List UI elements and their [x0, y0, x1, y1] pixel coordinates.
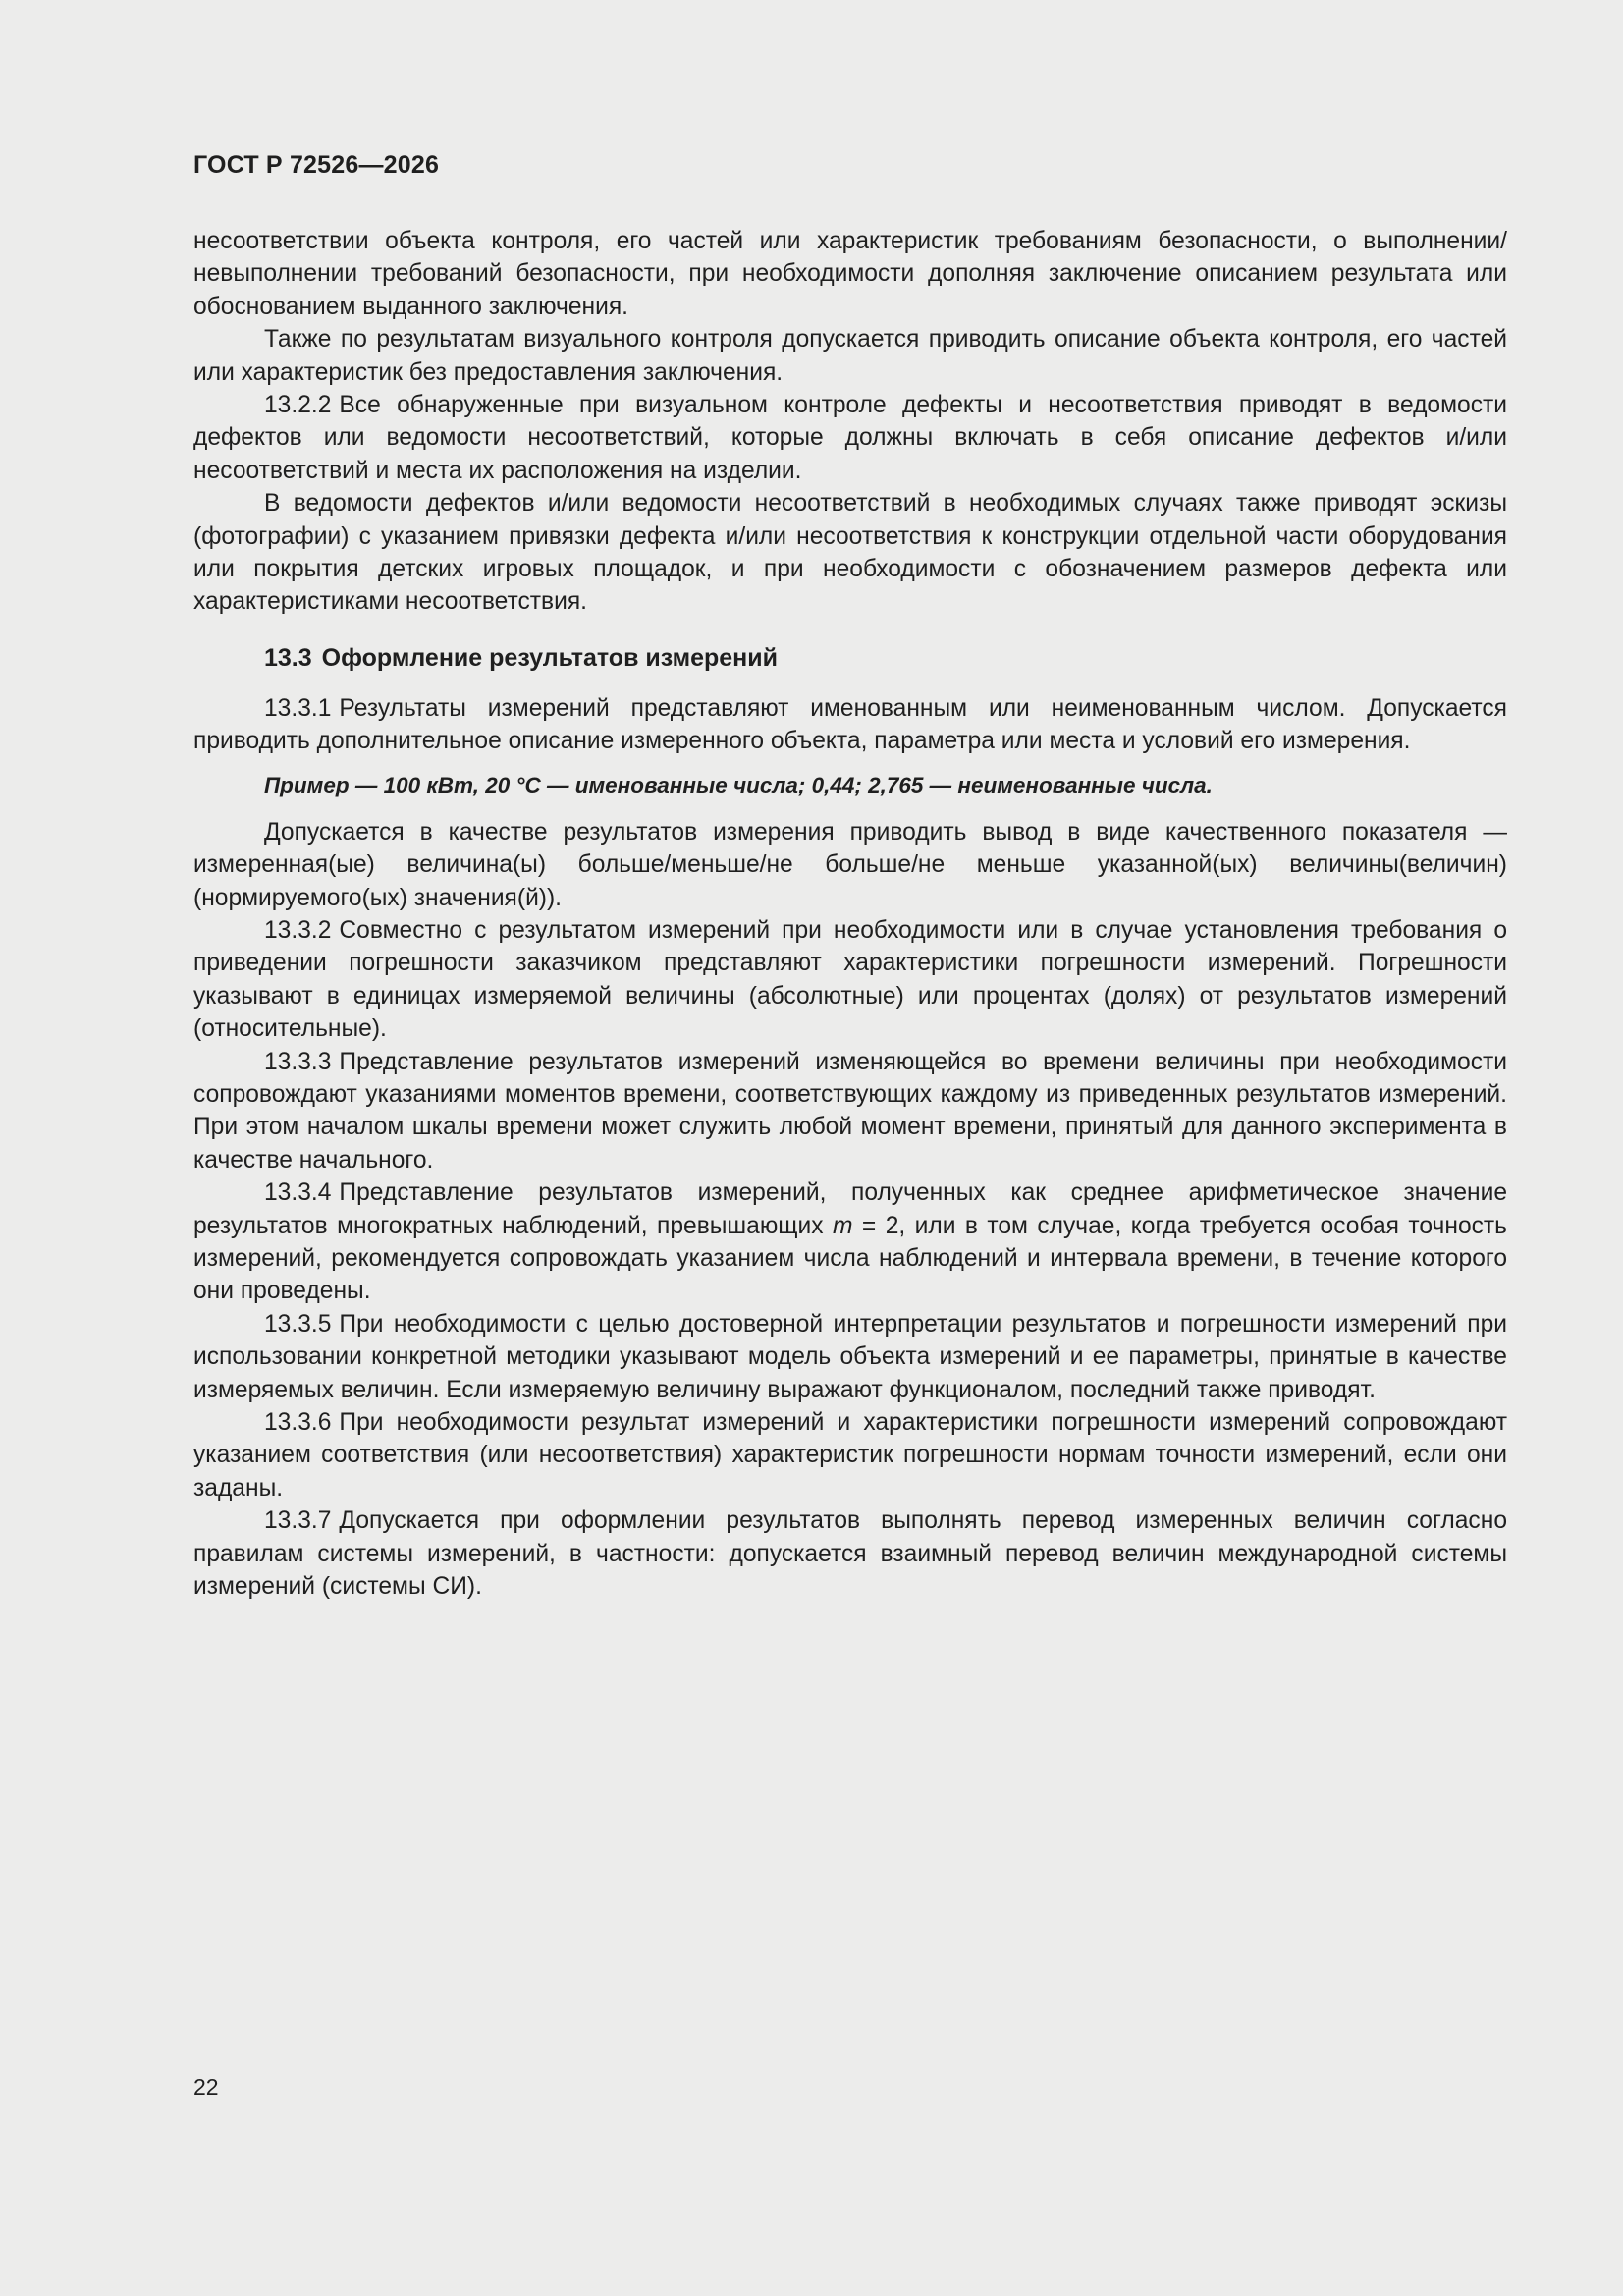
- clause-number: 13.3.2: [264, 916, 332, 944]
- document-body: [193, 225, 1507, 1603]
- clause-number: 13.3.1: [264, 694, 332, 722]
- clause-text: Допускается при оформлении результатов выполнять перевод измеренных величин согласно правилам системы измерений, в частности: допускается взаимный перевод величин международной системы измерений (системы СИ).: [193, 1507, 1507, 1601]
- section-heading-13-3: [193, 641, 1507, 675]
- clause-text: Все обнаруженные при визуальном контроле дефекты и несоответствия приводят в ведомости дефектов или ведомости несоответствий, которые должны включать в себя описание дефектов и/или несоответствий и места их расположения на изделии.: [193, 392, 1507, 484]
- section-title: Оформление результатов измерений: [321, 643, 778, 672]
- clause-text: При необходимости результат измерений и характеристики погрешности измерений сопровождают указанием соответствия (или несоответствия) характеристик погрешности нормам точности измерений, если они заданы.: [193, 1409, 1507, 1502]
- variable-m: m: [832, 1212, 853, 1239]
- clause-number: 13.3.7: [264, 1507, 332, 1535]
- document-header: ГОСТ Р 72526—2026: [193, 151, 440, 179]
- clause-number: 13.3.6: [264, 1409, 332, 1436]
- clause-text: При необходимости с целью достоверной интерпретации результатов и погрешности измерений при использовании конкретной методики указывают модель объекта измерений и ее параметры, принятые в качестве измеряемых величин. Если измеряемую величину выражают функционалом, последний также приводят.: [193, 1310, 1507, 1403]
- paragraph-continuation: несоответствии объекта контроля, его частей или характеристик требованиям безопасности, о выполнении/невыполнении требований безопасности, при необходимости дополняя заключение описанием результата или обоснованием выданного заключения.: [193, 228, 1507, 320]
- paragraph-qualitative-result: Допускается в качестве результатов измерения приводить вывод в виде качественного показателя — измеренная(ые) величина(ы) больше/меньше/не больше/не меньше указанной(ых) величины(величин) (нормируемого(ых) значения(й)).: [193, 818, 1507, 911]
- clause-number: 13.3.4: [264, 1179, 332, 1207]
- paragraph-13-3-1: [193, 692, 1507, 758]
- clause-number: 13.3.5: [264, 1310, 332, 1338]
- clause-number: 13.3.3: [264, 1048, 332, 1075]
- clause-text: Представление результатов измерений изменяющейся во времени величины при необходимости сопровождают указаниями моментов времени, соответствующих каждому из приведенных результатов измерений. При этом началом шкалы времени может служить любой момент времени, принятый для данного эксперимента в качестве начального.: [193, 1048, 1507, 1174]
- paragraph-13-3-4: [193, 1176, 1507, 1308]
- clause-text: Совместно с результатом измерений при необходимости или в случае установления требования о приведении погрешности заказчиком представляют характеристики погрешности измерений. Погрешности указывают в единицах измеряемой величины (абсолютные) или процентах (долях) от результатов измерений (относительные).: [193, 916, 1507, 1043]
- paragraph-13-2-2: [193, 389, 1507, 487]
- clause-text-part-a: Представление результатов измерений, полученных как среднее арифметическое значение результатов многократных наблюдений, превышающих: [193, 1179, 1507, 1239]
- paragraph-13-3-2: [193, 914, 1507, 1046]
- paragraph-defect-sketches: В ведомости дефектов и/или ведомости несоответствий в необходимых случаях также приводят эскизы (фотографии) с указанием привязки дефекта и/или несоответствия к конструкции отдельной части оборудования или покрытия детских игровых площадок, и при необходимости с обозначением размеров дефекта или характеристиками несоответствия.: [193, 490, 1507, 616]
- example-note: Пример — 100 кВт, 20 °С — именованные числа; 0,44; 2,765 — неименованные числа.: [264, 772, 1213, 797]
- paragraph-visual-control-description: Также по результатам визуального контроля допускается приводить описание объекта контроля, его частей или характеристик без предоставления заключения.: [193, 326, 1507, 386]
- page-number: 22: [193, 2074, 219, 2100]
- paragraph-13-3-3: [193, 1046, 1507, 1177]
- paragraph-13-3-5: [193, 1308, 1507, 1406]
- clause-number: 13.2.2: [264, 392, 332, 419]
- paragraph-13-3-6: [193, 1406, 1507, 1504]
- clause-text: Результаты измерений представляют именованным или неименованным числом. Допускается приводить дополнительное описание измеренного объекта, параметра или места и условий его измерения.: [193, 694, 1507, 755]
- section-number: 13.3: [264, 643, 312, 672]
- paragraph-13-3-7: [193, 1504, 1507, 1603]
- clause-text-part-b: = 2, или в том случае, когда требуется особая точность измерений, рекомендуется сопровождать указанием числа наблюдений и интервала времени, в течение которого они проведены.: [193, 1212, 1507, 1305]
